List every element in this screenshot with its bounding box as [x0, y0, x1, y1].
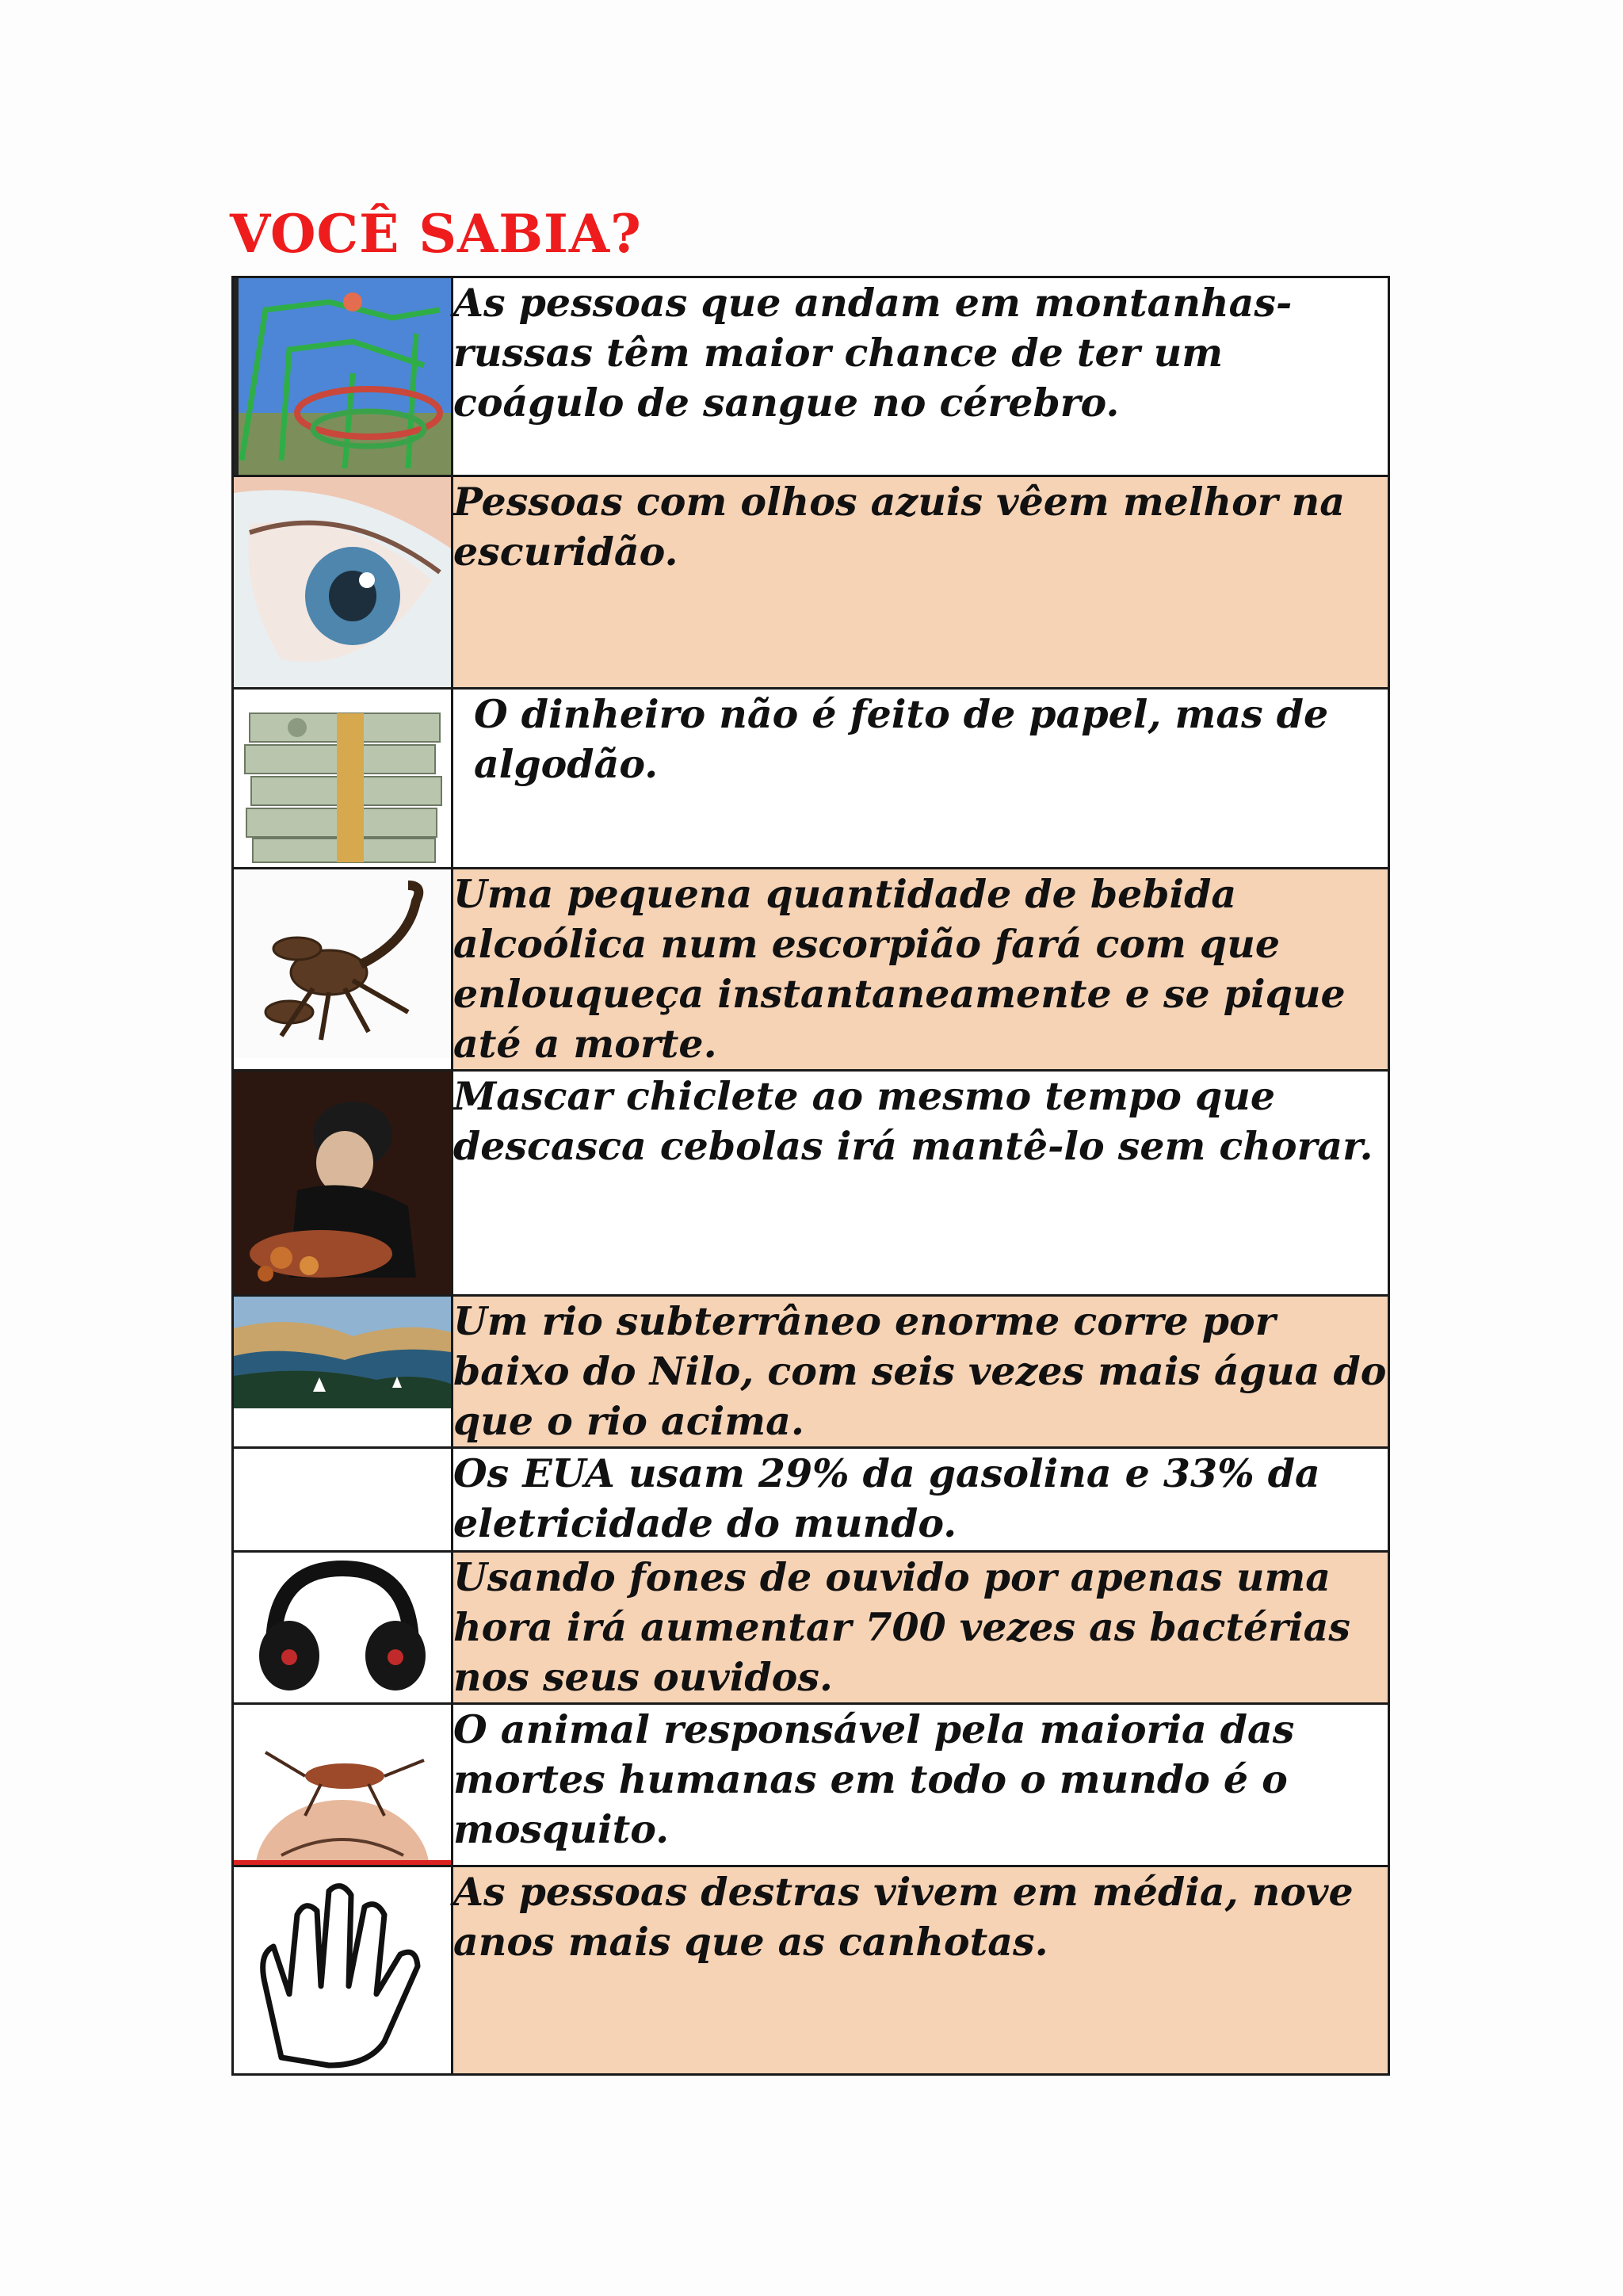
- table-row: [233, 1448, 1389, 1552]
- table-row: [233, 476, 1389, 689]
- fact-text: Um rio subterrâneo enorme corre por baixo do Nilo, com seis vezes mais água do que o rio acima.: [453, 1296, 1389, 1448]
- table-row: [233, 1071, 1389, 1296]
- empty-image-cell: [233, 1448, 453, 1552]
- page-title: VOCÊ SABIA?: [230, 203, 642, 265]
- table-row: [233, 277, 1389, 476]
- hand-drawing-image: [233, 1866, 453, 2075]
- fact-text: Uma pequena quantidade de bebida alcoólica num escorpião fará com que enlouqueça instantaneamente e se pique até a morte.: [453, 869, 1389, 1071]
- facts-table: [231, 276, 1390, 2076]
- fact-text: Mascar chiclete ao mesmo tempo que descasca cebolas irá mantê-lo sem chorar.: [453, 1071, 1389, 1296]
- roller-coaster-image: [233, 277, 453, 476]
- fact-text: Os EUA usam 29% da gasolina e 33% da eletricidade do mundo.: [453, 1448, 1389, 1552]
- table-row: [233, 1552, 1389, 1704]
- fact-text: Pessoas com olhos azuis vêem melhor na escuridão.: [453, 476, 1389, 689]
- scorpion-image: [233, 869, 453, 1071]
- table-row: [233, 869, 1389, 1071]
- woman-crying-painting-image: [233, 1071, 453, 1296]
- fact-text: Usando fones de ouvido por apenas uma hora irá aumentar 700 vezes as bactérias nos seus ouvidos.: [453, 1552, 1389, 1704]
- mosquito-on-head-image: [233, 1704, 453, 1866]
- blue-eye-image: [233, 476, 453, 689]
- table-row: [233, 1866, 1389, 2075]
- table-row: [233, 1704, 1389, 1866]
- money-stack-image: [233, 689, 453, 869]
- table-row: [233, 689, 1389, 869]
- table-row: [233, 1296, 1389, 1448]
- fact-text: O dinheiro não é feito de papel, mas de algodão.: [453, 689, 1389, 869]
- nile-river-image: [233, 1296, 453, 1448]
- fact-text: As pessoas que andam em montanhas-russas têm maior chance de ter um coágulo de sangue no cérebro.: [453, 277, 1389, 476]
- headphones-image: [233, 1552, 453, 1704]
- fact-text: As pessoas destras vivem em média, nove anos mais que as canhotas.: [453, 1866, 1389, 2075]
- fact-text: O animal responsável pela maioria das mortes humanas em todo o mundo é o mosquito.: [453, 1704, 1389, 1866]
